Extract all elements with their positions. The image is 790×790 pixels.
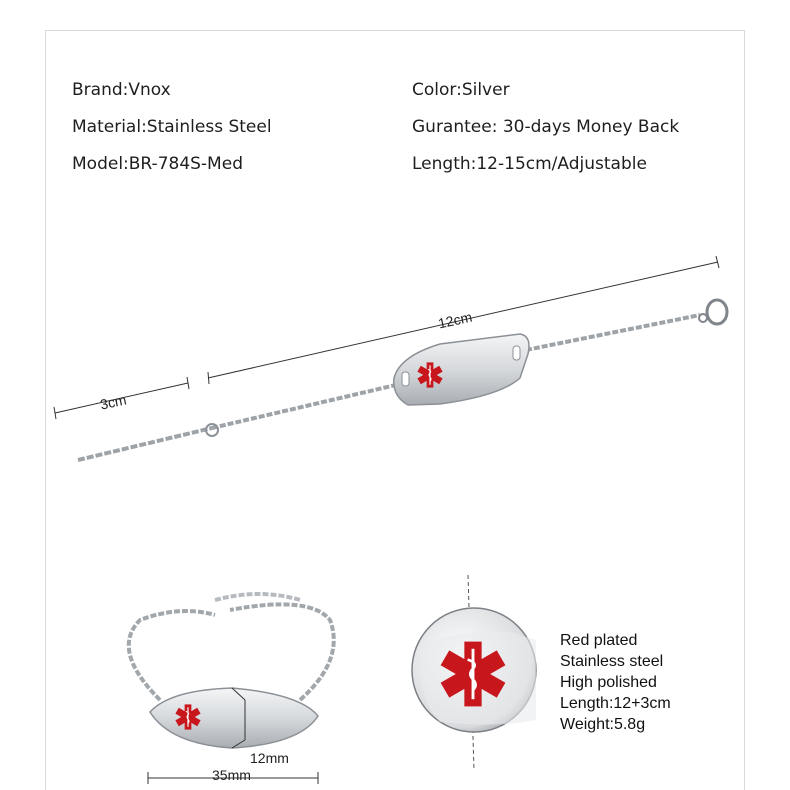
- spec-material: Material:Stainless Steel: [72, 117, 272, 137]
- feature-list: [560, 630, 671, 735]
- feature-item: Red plated: [560, 632, 638, 649]
- feature-item: High polished: [560, 674, 657, 691]
- spec-brand: Brand:Vnox: [72, 80, 171, 100]
- label-35mm: 35mm: [212, 767, 251, 783]
- spec-model: Model:BR-784S-Med: [72, 154, 243, 174]
- spec-length: Length:12-15cm/Adjustable: [412, 154, 647, 174]
- lobster-clasp: [699, 300, 727, 324]
- zoom-detail: [412, 608, 536, 732]
- id-plate: [394, 334, 529, 405]
- feature-item: Stainless steel: [560, 653, 664, 670]
- feature-item: Weight:5.8g: [560, 716, 646, 733]
- label-3cm: 3cm: [98, 391, 128, 413]
- bracelet-thumbnail-plate: [150, 688, 318, 748]
- bracelet-thumbnail-chain: [129, 594, 334, 700]
- feature-item: Length:12+3cm: [560, 695, 671, 712]
- label-12mm: 12mm: [250, 750, 289, 766]
- spec-guarantee: Gurantee: 30-days Money Back: [412, 117, 680, 137]
- spec-color: Color:Silver: [412, 80, 510, 100]
- label-12cm: 12cm: [436, 308, 474, 332]
